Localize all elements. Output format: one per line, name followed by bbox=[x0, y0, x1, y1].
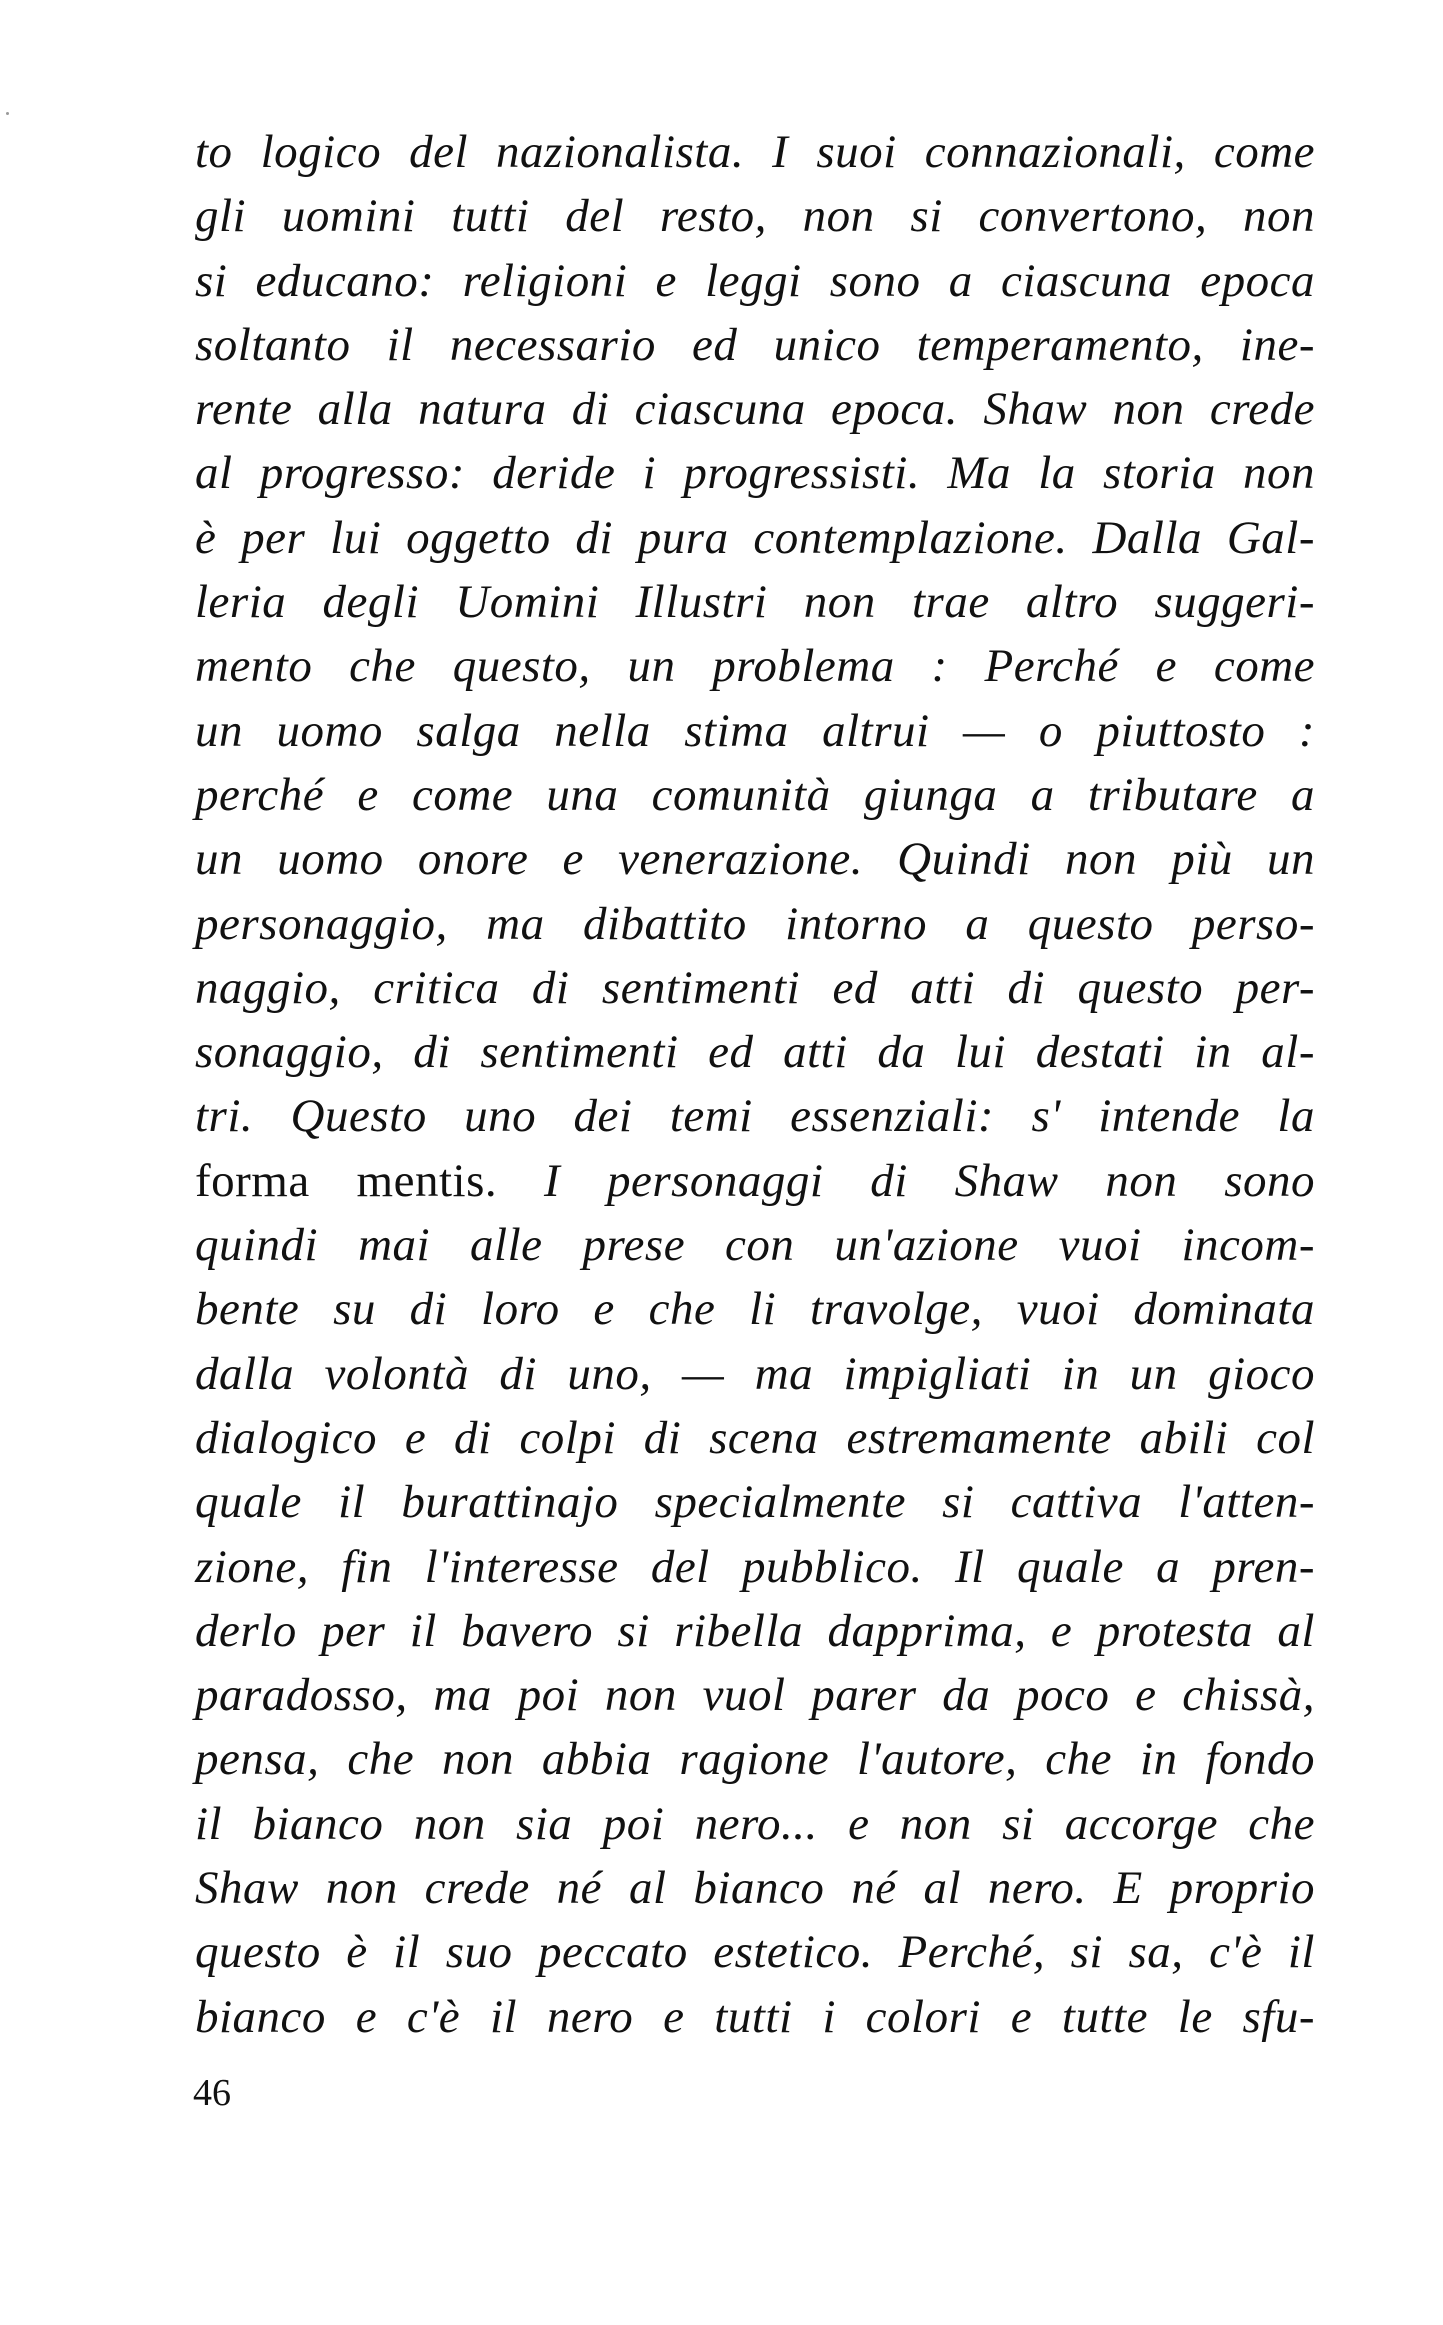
scan-speck bbox=[6, 112, 9, 115]
text-line: quindi mai alle prese con un'azione vuoi incom- bbox=[195, 1219, 1315, 1272]
text-line: il bianco non sia poi nero... e non si accorge che bbox=[195, 1797, 1315, 1850]
text-line: mento che questo, un problema : Perché e come bbox=[195, 640, 1315, 693]
body-text bbox=[195, 120, 1315, 2049]
text-line: personaggio, ma dibattito intorno a questo perso- bbox=[195, 897, 1315, 950]
text-line: dalla volontà di uno, — ma impigliati in un gioco bbox=[195, 1347, 1315, 1400]
text-line: naggio, critica di sentimenti ed atti di questo per- bbox=[195, 961, 1315, 1014]
text-line: tri. Questo uno dei temi essenziali: s' intende la bbox=[195, 1090, 1315, 1143]
text-line: al progresso: deride i progressisti. Ma la storia non bbox=[195, 447, 1315, 500]
text-line: paradosso, ma poi non vuol parer da poco e chissà, bbox=[195, 1669, 1315, 1722]
forma-mentis-upright: forma mentis. bbox=[195, 1154, 498, 1207]
text-line: è per lui oggetto di pura contemplazione. Dalla Gal- bbox=[195, 511, 1315, 564]
text-line: bente su di loro e che li travolge, vuoi dominata bbox=[195, 1283, 1315, 1336]
line-rest: I personaggi di Shaw non sono bbox=[497, 1154, 1315, 1207]
text-line: to logico del nazionalista. I suoi connazionali, come bbox=[195, 126, 1315, 178]
text-line: questo è il suo peccato estetico. Perché, si sa, c'è il bbox=[195, 1926, 1315, 1979]
page-number: 46 bbox=[193, 2072, 231, 2114]
text-line: si educano: religioni e leggi sono a ciascuna epoca bbox=[195, 254, 1315, 307]
text-line: bianco e c'è il nero e tutti i colori e tutte le sfu- bbox=[195, 1990, 1315, 2043]
text-line: rente alla natura di ciascuna epoca. Shaw non crede bbox=[195, 383, 1315, 436]
text-line: derlo per il bavero si ribella dapprima, e protesta al bbox=[195, 1604, 1315, 1657]
text-line: leria degli Uomini Illustri non trae altro suggeri- bbox=[195, 576, 1315, 629]
text-line: Shaw non crede né al bianco né al nero. E proprio bbox=[195, 1862, 1315, 1915]
text-line: sonaggio, di sentimenti ed atti da lui destati in al- bbox=[195, 1026, 1315, 1079]
text-line: quale il burattinajo specialmente si cattiva l'atten- bbox=[195, 1476, 1315, 1529]
text-line-forma-mentis bbox=[195, 1149, 1315, 1213]
text-line: zione, fin l'interesse del pubblico. Il quale a pren- bbox=[195, 1540, 1315, 1593]
text-line: dialogico e di colpi di scena estremamente abili col bbox=[195, 1411, 1315, 1464]
text-line: gli uomini tutti del resto, non si convertono, non bbox=[195, 190, 1315, 243]
text-line: un uomo salga nella stima altrui — o piuttosto : bbox=[195, 704, 1315, 757]
text-line: un uomo onore e venerazione. Quindi non più un bbox=[195, 833, 1315, 886]
text-line: perché e come una comunità giunga a tributare a bbox=[195, 768, 1315, 821]
text-line: soltanto il necessario ed unico temperamento, ine- bbox=[195, 318, 1315, 371]
text-line: pensa, che non abbia ragione l'autore, che in fondo bbox=[195, 1733, 1315, 1786]
